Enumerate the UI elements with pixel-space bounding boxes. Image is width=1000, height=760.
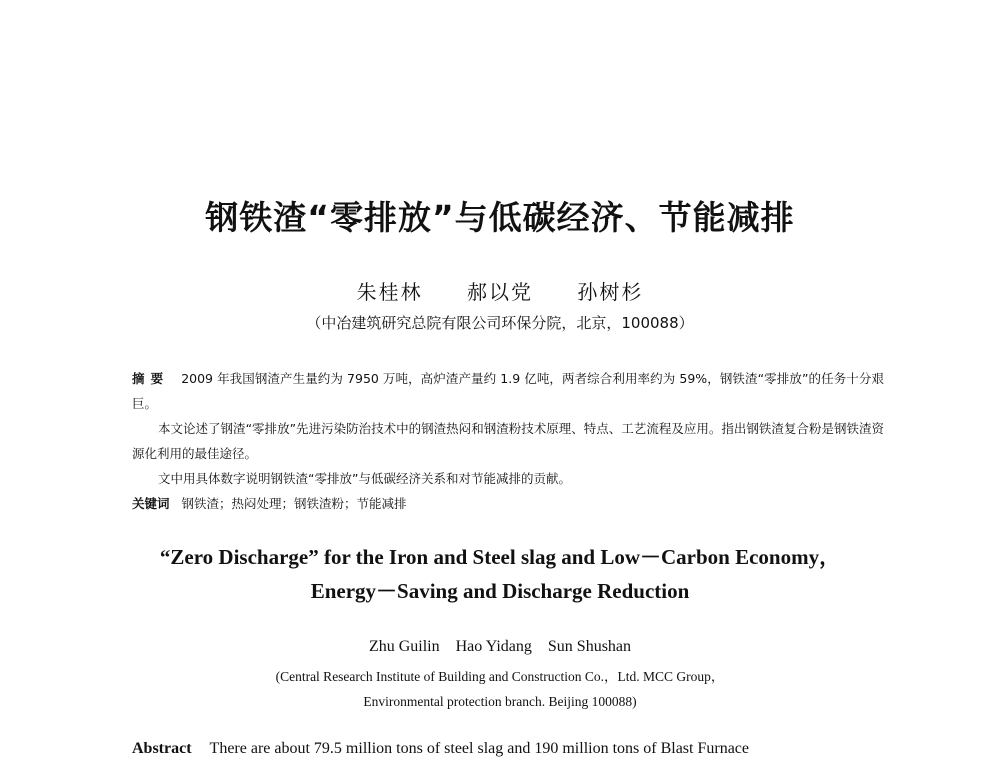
abstract-chinese [132,366,884,516]
author-cn-3: 孙树杉 [577,280,644,304]
author-en-3: Sun Shushan [547,638,632,655]
title-en-line-2: Energy－Saving and Discharge Reduction [310,579,690,603]
affiliation-english [0,664,1000,714]
abstract-cn-para-3: 文中用具体数字说明钢铁渣“零排放”与低碳经济关系和对节能减排的贡献。 [158,471,571,486]
keywords-cn [132,491,884,516]
abstract-cn-para-1 [132,366,884,416]
abstract-en-text: There are about 79.5 million tons of steel slag and 190 million tons of Blast Furnace [209,740,749,757]
title-english [0,540,1000,608]
affiliation-chinese: （中冶建筑研究总院有限公司环保分院，北京，100088） [306,314,694,332]
authors-english [0,638,1000,656]
keywords-cn-label: 关键词 [132,496,170,511]
author-en-2: Hao Yidang [455,638,532,655]
abstract-english [132,740,884,758]
affiliation-en-line-1: (Central Research Institute of Building and Construction Co.，Ltd. MCC Group， [275,669,725,684]
author-cn-1: 朱桂林 [356,280,423,304]
abstract-en-label: Abstract [132,740,192,757]
affiliation-en-line-2: Environmental protection branch. Beijing 100088) [363,694,637,709]
keywords-cn-value: 钢铁渣；热闷处理；钢铁渣粉；节能减排 [181,496,407,511]
title-chinese: 钢铁渣“零排放”与低碳经济、节能减排 [205,198,795,237]
authors-chinese [0,276,1000,305]
author-cn-2: 郝以党 [467,280,533,304]
abstract-cn-label: 摘要 [132,371,170,386]
title-en-line-1: “Zero Discharge” for the Iron and Steel slag and Low－Carbon Economy， [159,545,841,569]
abstract-cn-text-1: 2009 年我国钢渣产生量约为 7950 万吨，高炉渣产量约 1.9 亿吨，两者综合利用率约为 59%，钢铁渣“零排放”的任务十分艰巨。 [132,371,884,411]
author-en-1: Zhu Guilin [368,638,440,655]
abstract-cn-para-2: 本文论述了钢渣“零排放”先进污染防治技术中的钢渣热闷和钢渣粉技术原理、特点、工艺流程及应用。指出钢铁渣复合粉是钢铁渣资源化利用的最佳途径。 [132,421,884,461]
